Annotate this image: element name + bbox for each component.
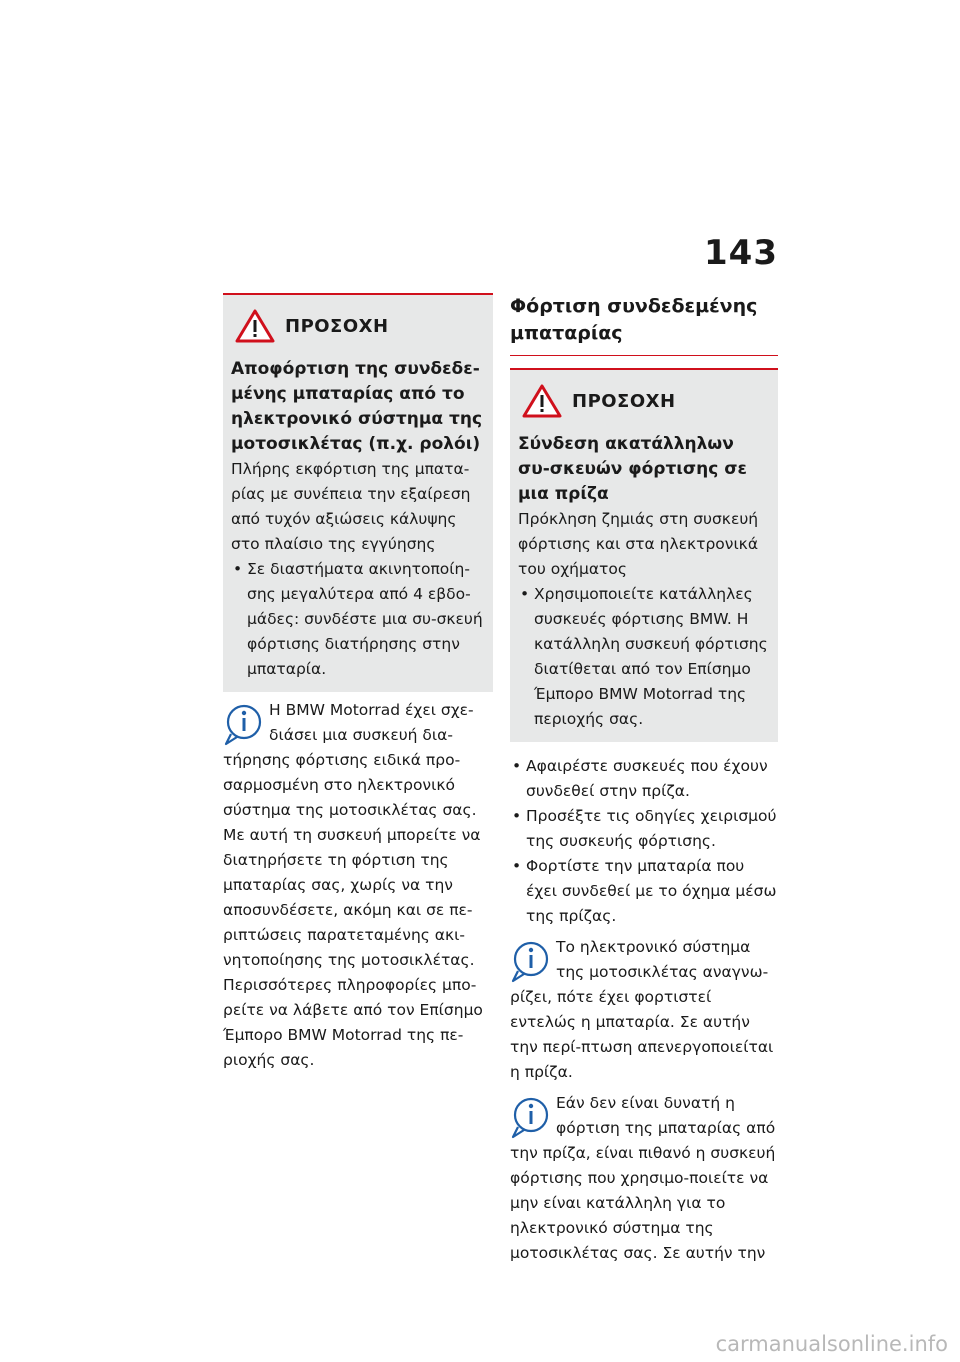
list-item: • Φορτίστε την μπαταρία που έχει συνδεθεί με το όχημα μέσω της πρίζας. (510, 854, 778, 929)
warning-triangle-icon (522, 384, 562, 418)
info-text: Το ηλεκτρονικό σύστημα της μοτοσικλέτας αναγνω-ρίζει, πότε έχει φορτιστεί εντελώς η μπαταρία. Σε αυτήν την περί-πτωση απενεργοποιείται η πρίζα. (510, 938, 774, 1081)
list-item: • Σε διαστήματα ακινητοποίη-σης μεγαλύτερα από 4 εβδο-μάδες: συνδέστε μια συ-σκευή φόρτισης διατήρησης στην μπαταρία. (231, 557, 485, 682)
warning-bullet-list (231, 557, 485, 682)
warning-box (510, 368, 778, 742)
warning-subtitle: Αποφόρτιση της συνδεδε-μένης μπαταρίας από το ηλεκτρονικό σύστημα της μοτοσικλέτας (π.χ. ρολόι) (231, 359, 483, 454)
info-icon (223, 702, 263, 746)
section-heading: Φόρτιση συνδεδεμένης μπαταρίας (510, 293, 778, 356)
list-item: • Χρησιμοποιείτε κατάλληλες συσκευές φόρτισης BMW. Η κατάλληλη συσκευή φόρτισης διατίθεται από τον Επίσημο Έμπορο BMW Motorrad της περιοχής σας. (518, 582, 770, 732)
info-icon (510, 1095, 550, 1139)
warning-box (223, 293, 493, 692)
warning-title: ΠΡΟΣΟΧΗ (572, 390, 676, 412)
watermark: carmanualsonline.info (715, 1332, 948, 1356)
info-note (223, 698, 493, 1073)
warning-body: Πρόκληση ζημιάς στη συσκευή φόρτισης και στα ηλεκτρονικά του οχήματος (518, 510, 759, 578)
right-column (510, 293, 778, 1266)
left-column (223, 293, 493, 1073)
warning-bullet-list (518, 582, 770, 732)
list-item: • Προσέξτε τις οδηγίες χειρισμού της συσκευής φόρτισης. (510, 804, 778, 854)
warning-subtitle: Σύνδεση ακατάλληλων συ-σκευών φόρτισης σε μια πρίζα (518, 434, 747, 504)
warning-header (231, 309, 485, 343)
info-text: Η BMW Motorrad έχει σχε-διάσει μια συσκευή δια-τήρησης φόρτισης ειδικά προ-σαρμοσμένη στο ηλεκτρονικό σύστημα της μοτοσικλέτας σας. Με αυτή τη συσκευή μπορείτε να διατηρήσετε τη φόρτιση της μπαταρίας σας, χωρίς να την αποσυνδέσετε, ακόμη και σε πε-ριπτώσεις παρατεταμένης ακι-νητοποίησης της μοτοσικλέτας. Περισσότερες πληροφορίες μπο-ρείτε να λάβετε από τον Επίσημο Έμπορο BMW Motorrad της πε-ριοχής σας. (223, 701, 483, 1069)
warning-body: Πλήρης εκφόρτιση της μπατα-ρίας με συνέπεια την εξαίρεση από τυχόν αξιώσεις κάλυψης στο πλαίσιο της εγγύησης (231, 460, 471, 553)
info-text: Εάν δεν είναι δυνατή η φόρτιση της μπαταρίας από την πρίζα, είναι πιθανό η συσκευή φόρτισης που χρησιμο-ποιείτε να μην είναι κατάλληλη για το ηλεκτρονικό σύστημα της μοτοσικλέτας σας. Σε αυτήν την (510, 1094, 776, 1262)
info-note (510, 1091, 778, 1266)
list-item: • Αφαιρέστε συσκευές που έχουν συνδεθεί στην πρίζα. (510, 754, 778, 804)
page-number: 143 (704, 233, 778, 273)
info-note (510, 935, 778, 1085)
warning-header (518, 384, 770, 418)
warning-triangle-icon (235, 309, 275, 343)
step-list (510, 754, 778, 929)
info-icon (510, 939, 550, 983)
warning-title: ΠΡΟΣΟΧΗ (285, 315, 389, 337)
